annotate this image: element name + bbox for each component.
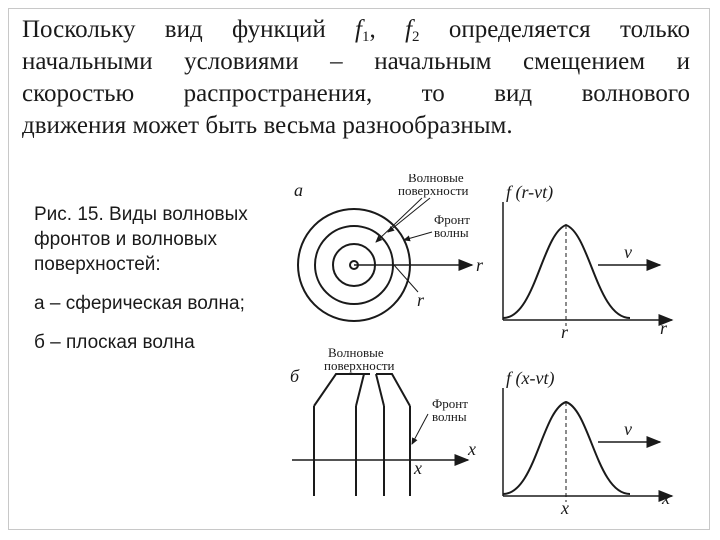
paragraph-line-1-text: Поскольку вид функций: [22, 16, 326, 43]
paragraph-line-4: движения может быть весьма разнообразным.: [22, 112, 513, 139]
graph-b-x-tick: x: [561, 498, 569, 518]
r-axis-label: r: [476, 255, 484, 275]
function-comma: ,: [369, 16, 376, 43]
caption-item-b: б – плоская волна: [34, 332, 195, 353]
surfaces-label-a-2: поверхности: [398, 183, 469, 198]
panel-b-label: б: [290, 366, 300, 386]
paragraph-line-1-tail: определяется только: [448, 16, 691, 43]
surfaces-pointer-b-1: [314, 374, 370, 406]
x-axis-label: x: [468, 439, 476, 459]
surfaces-pointer-b-4: [376, 374, 410, 406]
graph-a-r-tick: r: [561, 322, 569, 342]
graph-b-x-axis-label: x: [662, 488, 670, 508]
front-label-a-1: Фронт: [434, 212, 470, 227]
surfaces-label-b-1: Волновые: [328, 345, 384, 360]
paragraph-line-1: [22, 14, 690, 46]
graph-a-velocity-label: v: [624, 242, 632, 262]
r-radial-label: r: [417, 290, 425, 310]
front-pointer-b: [412, 414, 428, 444]
front-label-a-2: волны: [434, 225, 469, 240]
surfaces-pointer-b-2: [356, 374, 364, 406]
figure-caption: [34, 202, 266, 369]
body-paragraph: [22, 14, 690, 142]
surfaces-label-b-2: поверхности: [324, 358, 395, 373]
plane-wave-fronts: [314, 374, 410, 496]
function-f2: $f_2$: [405, 16, 420, 45]
surfaces-pointer-a-2: [388, 198, 430, 232]
paragraph-line-2: начальными условиями – начальным смещением и: [22, 48, 690, 75]
surfaces-pointer-a-1: [376, 198, 422, 242]
front-label-b-2: волны: [432, 409, 467, 424]
x-tick-label: x: [414, 458, 422, 478]
function-f1: $f_1$: [355, 16, 370, 45]
caption-item-a: а – сферическая волна;: [34, 293, 245, 314]
graph-b-title: f (x-vt): [506, 368, 555, 388]
graph-a-title: f (r-vt): [506, 182, 554, 202]
wave-figure-svg: [280, 174, 700, 526]
front-pointer-a: [404, 232, 432, 240]
wave-figure: [280, 174, 700, 526]
graph-b-velocity-label: v: [624, 419, 632, 439]
caption-title: Рис. 15. Виды волновых фронтов и волновых поверхностей:: [34, 204, 248, 275]
paragraph-line-3: скоростью распространения, то вид волнового: [22, 80, 690, 107]
panel-a-label: a: [294, 180, 303, 200]
surfaces-label-a-1: Волновые: [408, 174, 464, 185]
front-label-b-1: Фронт: [432, 396, 468, 411]
surfaces-pointer-b-3: [376, 374, 384, 406]
graph-a-r-axis-label: r: [660, 318, 668, 338]
